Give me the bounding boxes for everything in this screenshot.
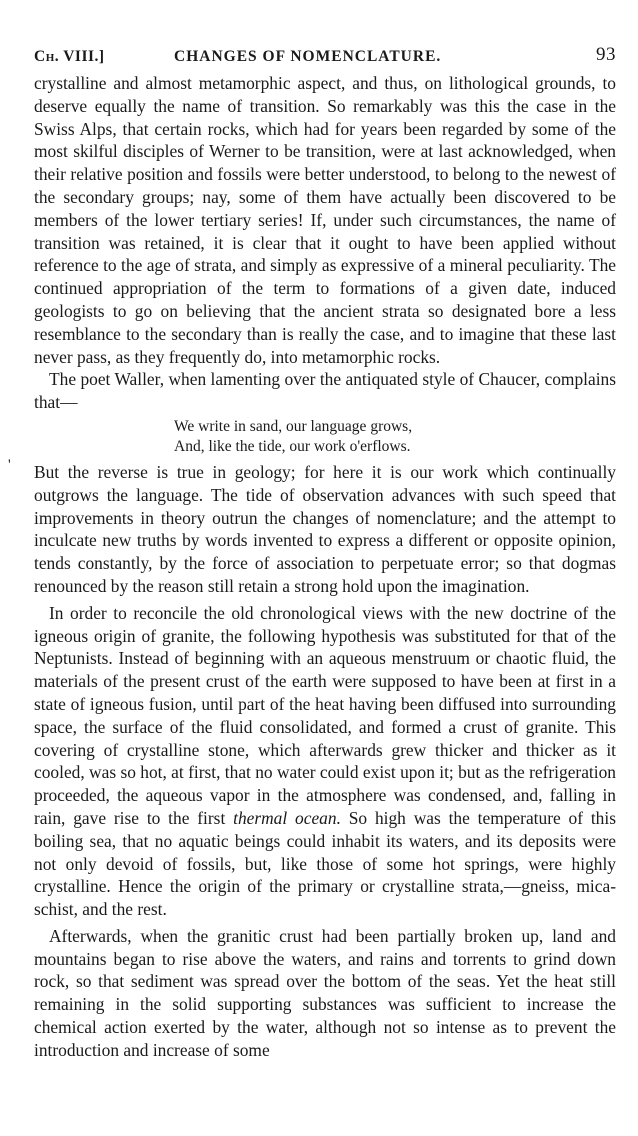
page-title: CHANGES OF NOMENCLATURE. — [174, 48, 442, 65]
verse-line-1: We write in sand, our language grows, — [174, 417, 413, 435]
page-number: 93 — [596, 44, 616, 65]
hypothesis-text-end: So high was the temperature of this boiling sea, that no aquatic beings could inhabit its waters, and its deposits were not only devoid of fossils, but, like those of some hot springs, were highly crystalline. Hence the origin of the primary or crystalline strata,—gneiss, mica-schist, and the rest. — [34, 807, 616, 920]
running-head — [34, 40, 616, 72]
paragraph-transition: crystalline and almost metamorphic aspect, and thus, on lithological grounds, to deserve equally the name of transition. So remarkably was this the case in the Swiss Alps, that certain rocks, which had for years been regarded by some of the most skilful disciples of Werner to be transition, were at last acknowledged, when their relative position and fossils were better understood, to belong to the newest of the secondary groups; nay, some of them have actually been discovered to be members of the lower tertiary series! If, under such circumstances, the name of transition was retained, it is clear that it ought to have been applied without reference to the age of strata, and simply as expressive of a mineral peculiarity. The continued appropriation of the term to formations of a given date, induced geologists to go on believing that the ancient strata so designated bore a less resemblance to the secondary than is really the case, and to imagine that these last never pass, as they frequently do, into metamorphic rocks. — [34, 73, 616, 367]
body-text — [34, 72, 616, 1062]
verse-quotation — [174, 417, 616, 457]
paragraph-geology-language: But the reverse is true in geology; for here it is our work which continually outgrows the language. The tide of observation advances with such speed that improvements in theory outrun the changes of nomenclature; and the attempt to inculcate new truths by words invented to express a different or opposite opinion, tends constantly, by the force of association to perpetuate error; so that dogmas renounced by the reason still retain a strong hold upon the imagination. — [34, 461, 616, 596]
chapter-reference: Ch. VIII.] — [34, 48, 105, 65]
thermal-ocean-term: thermal ocean. — [233, 807, 341, 828]
verse-line-2: And, like the tide, our work o'erflows. — [174, 437, 411, 455]
paragraph-waller: The poet Waller, when lamenting over the antiquated style of Chaucer, complains that— — [34, 369, 616, 413]
paragraph-granitic-crust: Afterwards, when the granitic crust had been partially broken up, land and mountains began to rise above the waters, and rains and torrents to grind down rock, so that sediment was spread over the bottom of the seas. Yet the heat still remaining in the solid supporting substances was sufficient to increase the chemical action exerted by the water, although not so intense as to prevent the introduction and increase of some — [34, 925, 616, 1060]
hypothesis-text-start: In order to reconcile the old chronological views with the new doctrine of the igneous origin of granite, the following hypothesis was substituted for that of the Neptunists. Instead of beginning with an aqueous menstruum or chaotic fluid, the materials of the present crust of the earth were supposed to have been at first in a state of igneous fusion, until part of the heat having been diffused into surrounding space, the surface of the fluid consolidated, and formed a crust of granite. This covering of crystalline stone, which afterwards grew thicker and thicker as it cooled, was so hot, at first, that no water could exist upon it; but as the refrigeration proceeded, the aqueous vapor in the atmosphere was condensed, and, falling in rain, gave rise to the first — [34, 602, 616, 828]
margin-mark: ' — [8, 457, 11, 473]
paragraph-igneous-hypothesis — [34, 602, 616, 921]
